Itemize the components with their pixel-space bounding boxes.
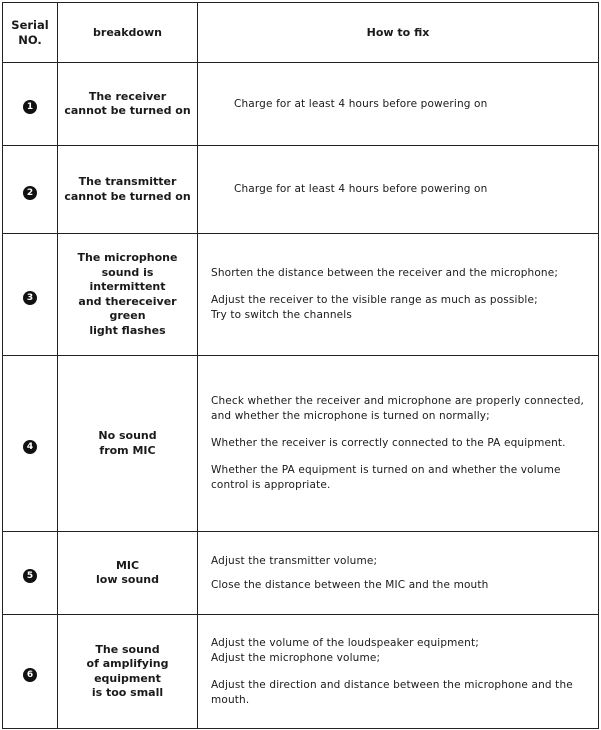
serial-number-badge: 1 (23, 100, 37, 114)
serial-number-badge: 2 (23, 186, 37, 200)
breakdown-line: The transmitter (78, 175, 177, 188)
breakdown-line: The sound (95, 642, 160, 656)
table-row (3, 234, 599, 356)
breakdown-line: and thereceiver green (78, 294, 177, 322)
breakdown-line: is too small (91, 686, 164, 699)
fix-text: Whether the PA equipment is turned on and whether the volume control is appropriate. (211, 464, 561, 491)
table-row (3, 63, 599, 146)
serial-header-line-1: Serial (11, 17, 49, 32)
troubleshooting-table (2, 2, 599, 729)
serial-cell (3, 356, 58, 532)
breakdown-line: light flashes (89, 323, 166, 337)
serial-cell (3, 234, 58, 356)
serial-cell (3, 532, 58, 615)
fix-text: Adjust the direction and distance between the microphone and the mouth. (211, 678, 573, 706)
serial-number-badge: 5 (23, 569, 37, 583)
serial-cell (3, 63, 58, 146)
breakdown-cell (58, 234, 198, 356)
serial-number-badge: 6 (23, 668, 37, 682)
table-header-row (3, 3, 599, 63)
fix-text: Whether the receiver is correctly connected to the PA equipment. (211, 437, 566, 449)
breakdown-cell (58, 146, 198, 234)
breakdown-cell (58, 615, 198, 729)
fix-cell (198, 615, 599, 729)
fix-cell (198, 356, 599, 532)
breakdown-cell (58, 356, 198, 532)
table-row (3, 356, 599, 532)
fix-text: Adjust the receiver to the visible range as much as possible; (211, 294, 538, 306)
fix-text: Adjust the transmitter volume; (211, 554, 378, 567)
table-row (3, 615, 599, 729)
breakdown-line: No sound (98, 429, 157, 442)
serial-cell (3, 615, 58, 729)
serial-number-badge: 4 (23, 440, 37, 454)
serial-number-badge: 3 (23, 291, 37, 305)
breakdown-line: equipment (94, 671, 161, 685)
fix-text: Check whether the receiver and microphone are properly connected, and whether the microphone is turned on normally; (211, 395, 585, 422)
serial-no-header (3, 3, 58, 63)
breakdown-line: cannot be turned on (64, 104, 191, 117)
breakdown-header: breakdown (58, 3, 198, 63)
breakdown-line: The microphone (77, 251, 178, 264)
serial-header-line-2: NO. (18, 32, 42, 47)
fix-cell (198, 532, 599, 615)
fix-text: Charge for at least 4 hours before powering on (234, 183, 488, 195)
fix-text: Try to switch the channels (211, 309, 352, 321)
breakdown-line: cannot be turned on (64, 189, 191, 203)
breakdown-line: low sound (96, 573, 159, 586)
fix-text: Adjust the volume of the loudspeaker equipment; (211, 636, 479, 649)
fix-cell (198, 63, 599, 146)
how-to-fix-header: How to fix (198, 3, 599, 63)
breakdown-line: MIC (115, 558, 140, 572)
table-row (3, 146, 599, 234)
fix-text: Adjust the microphone volume; (211, 651, 381, 664)
breakdown-cell (58, 63, 198, 146)
breakdown-line: from MIC (99, 443, 156, 457)
table-row (3, 532, 599, 615)
breakdown-line: The receiver (88, 89, 167, 103)
fix-cell (198, 234, 599, 356)
breakdown-line: of amplifying (86, 657, 169, 670)
fix-cell (198, 146, 599, 234)
serial-cell (3, 146, 58, 234)
fix-text: Charge for at least 4 hours before powering on (234, 97, 488, 110)
breakdown-cell (58, 532, 198, 615)
fix-text: Close the distance between the MIC and the mouth (211, 578, 489, 591)
fix-text: Shorten the distance between the receiver and the microphone; (211, 267, 559, 279)
breakdown-line: sound is intermittent (89, 265, 166, 293)
